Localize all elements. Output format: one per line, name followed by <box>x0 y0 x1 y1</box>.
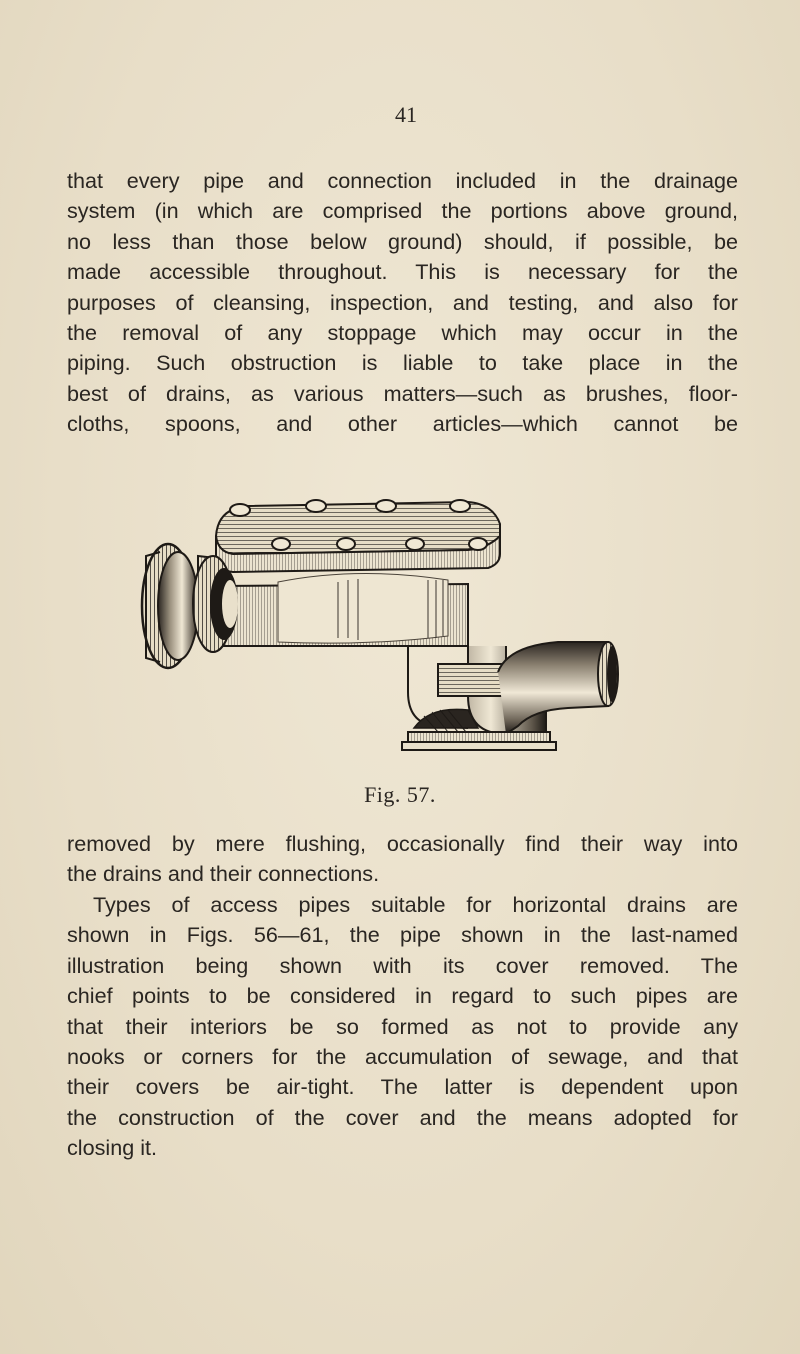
access-pipe-illustration <box>138 496 628 772</box>
paragraph-top <box>67 166 738 440</box>
text-line: illustration being shown with its cover removed. The <box>67 952 738 978</box>
text-line: made accessible throughout. This is necessary for the <box>67 259 738 285</box>
text-line: shown in Figs. 56—61, the pipe shown in the last-named <box>67 922 738 948</box>
text-line: system (in which are comprised the portions above ground, <box>67 198 738 224</box>
paragraph-continuation <box>67 829 738 890</box>
text-line: chief points to be considered in regard to such pipes are <box>67 983 738 1009</box>
text-line: that their interiors be so formed as not to provide any <box>67 1013 738 1039</box>
text-line: that every pipe and connection included in the drainage <box>67 168 738 193</box>
text-line: no less than those below ground) should, if possible, be <box>67 228 738 254</box>
text-line: Types of access pipes suitable for horizontal drains are <box>93 892 738 917</box>
text-line: nooks or corners for the accumulation of sewage, and that <box>67 1044 738 1070</box>
text-line: removed by mere flushing, occasionally find their way into <box>67 831 738 856</box>
text-line: the drains and their connections. <box>67 861 380 887</box>
text-line: closing it. <box>67 1135 158 1161</box>
text-line: cloths, spoons, and other articles—which cannot be <box>67 411 738 437</box>
text-line: the construction of the cover and the means adopted for <box>67 1104 738 1130</box>
paragraph-access-pipes <box>67 890 738 1164</box>
page-number: 41 <box>395 102 417 127</box>
text-line: piping. Such obstruction is liable to take place in the <box>67 350 738 376</box>
text-line: best of drains, as various matters—such as brushes, floor- <box>67 380 738 406</box>
text-line: purposes of cleansing, inspection, and testing, and also for <box>67 289 738 315</box>
text-line: their covers be air-tight. The latter is dependent upon <box>67 1074 738 1100</box>
figure-caption: Fig. 57. <box>364 782 436 807</box>
text-line: the removal of any stoppage which may occur in the <box>67 320 738 346</box>
